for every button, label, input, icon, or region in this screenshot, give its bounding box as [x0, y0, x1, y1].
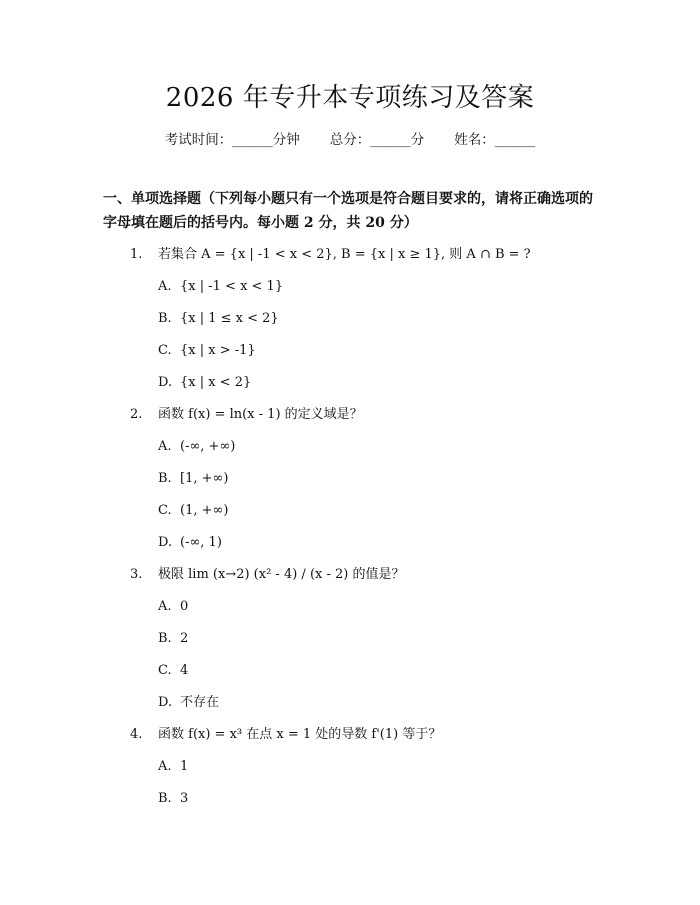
- section-heading: 一、单项选择题（下列每小题只有一个选项是符合题目要求的，请将正确选项的字母填在题后的括号内。每小题 2 分，共 20 分）: [103, 191, 593, 231]
- option-letter: A.: [158, 759, 172, 774]
- answer-option: [0, 432, 700, 464]
- answer-option: [0, 624, 700, 656]
- option-letter: C.: [158, 343, 172, 358]
- option-letter: B.: [158, 471, 172, 486]
- question-stem: 若集合 A = {x | -1 < x < 2}, B = {x | x ≥ 1}, 则 A ∩ B = ?: [158, 247, 531, 262]
- answer-option: [0, 752, 700, 784]
- option-letter: D.: [158, 375, 173, 390]
- option-text: [1, +∞): [180, 471, 229, 486]
- question-number: 3.: [130, 567, 143, 582]
- option-text: (-∞, +∞): [180, 439, 236, 454]
- option-letter: B.: [158, 631, 172, 646]
- question-stem: 函数 f(x) = ln(x - 1) 的定义域是？: [158, 407, 363, 422]
- option-letter: D.: [158, 535, 173, 550]
- answer-option: [0, 656, 700, 688]
- question-number: 4.: [130, 727, 143, 742]
- total-score-field: 总分：______分: [329, 132, 425, 148]
- exam-info-line: [0, 130, 700, 150]
- option-text: 不存在: [180, 695, 220, 710]
- answer-option: [0, 336, 700, 368]
- answer-option: [0, 272, 700, 304]
- answer-option: [0, 368, 700, 400]
- answer-option: [0, 784, 700, 816]
- option-text: {x | x < 2}: [180, 375, 252, 390]
- option-text: 2: [180, 631, 189, 646]
- answer-option: [0, 464, 700, 496]
- option-text: (1, +∞): [180, 503, 229, 518]
- answer-option: [0, 688, 700, 720]
- option-letter: C.: [158, 503, 172, 518]
- answer-option: [0, 304, 700, 336]
- question: [0, 720, 700, 752]
- option-letter: C.: [158, 663, 172, 678]
- option-letter: A.: [158, 279, 172, 294]
- option-text: 3: [180, 791, 189, 806]
- option-text: 4: [180, 663, 189, 678]
- option-letter: B.: [158, 311, 172, 326]
- option-text: {x | x > -1}: [180, 343, 256, 358]
- option-letter: B.: [158, 791, 172, 806]
- question: [0, 400, 700, 432]
- option-text: {x | 1 ≤ x < 2}: [180, 311, 279, 326]
- option-letter: D.: [158, 695, 173, 710]
- option-letter: A.: [158, 439, 172, 454]
- option-text: 0: [180, 599, 189, 614]
- answer-option: [0, 496, 700, 528]
- exam-time-field: 考试时间：______分钟: [164, 132, 300, 148]
- question-stem: 函数 f(x) = x³ 在点 x = 1 处的导数 f'(1) 等于？: [158, 727, 442, 742]
- question: [0, 560, 700, 592]
- option-text: {x | -1 < x < 1}: [180, 279, 284, 294]
- question: [0, 240, 700, 272]
- question-number: 1.: [130, 247, 143, 262]
- answer-option: [0, 528, 700, 560]
- document-title: 2026 年专升本专项练习及答案: [165, 83, 535, 113]
- question-list: [0, 240, 700, 816]
- option-text: (-∞, 1): [180, 535, 222, 550]
- question-stem: 极限 lim (x→2) (x² - 4) / (x - 2) 的值是？: [158, 567, 405, 582]
- option-text: 1: [180, 759, 189, 774]
- question-number: 2.: [130, 407, 143, 422]
- option-letter: A.: [158, 599, 172, 614]
- answer-option: [0, 592, 700, 624]
- name-field: 姓名：______: [454, 132, 536, 148]
